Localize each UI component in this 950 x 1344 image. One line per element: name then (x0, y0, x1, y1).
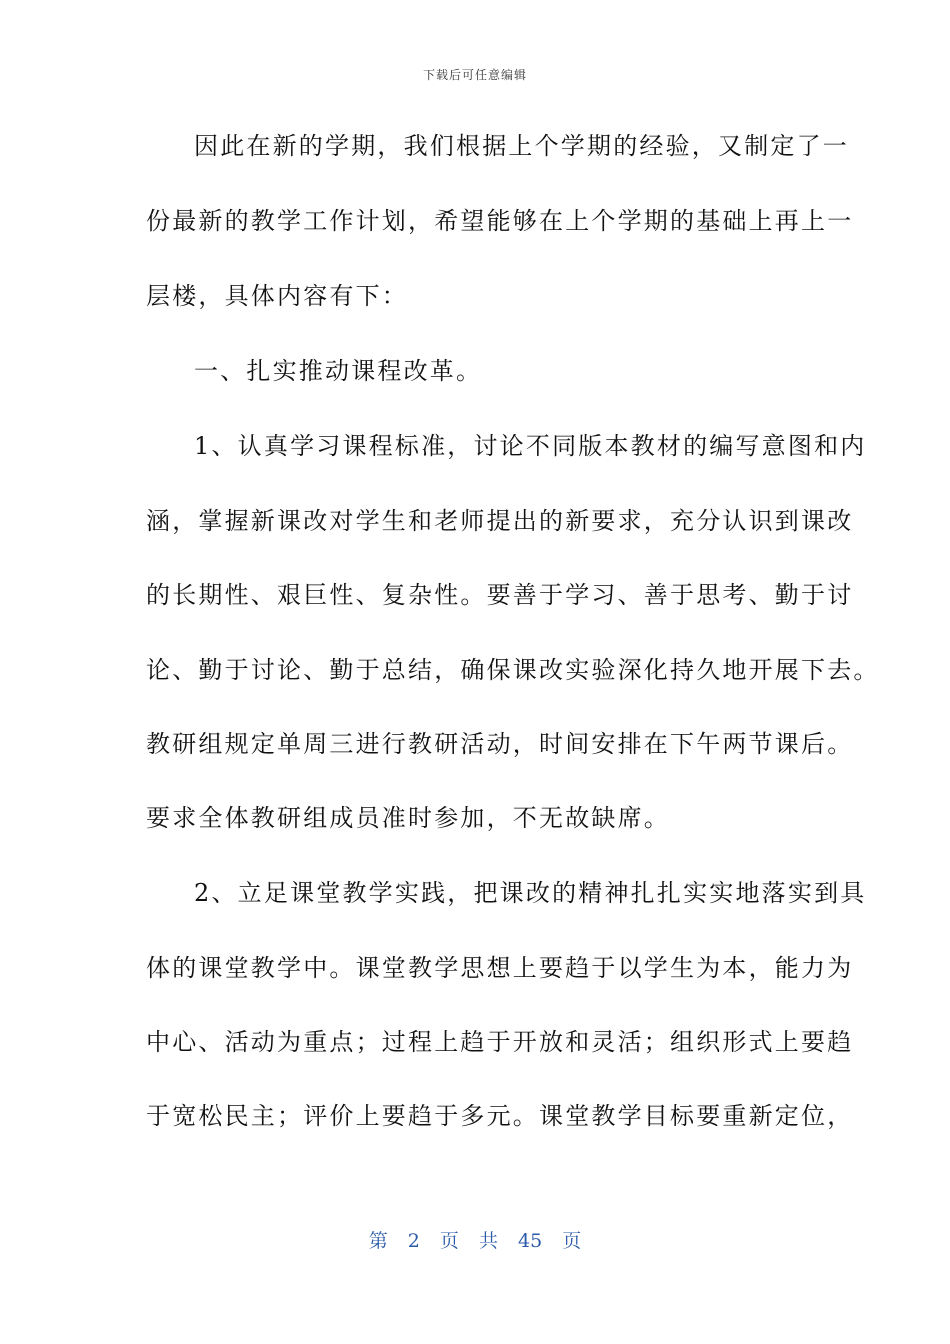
body-line: 份最新的教学工作计划，希望能够在上个学期的基础上再上一 (146, 207, 854, 235)
body-line: 于宽松民主；评价上要趋于多元。课堂教学目标要重新定位， (146, 1102, 854, 1130)
body-line: 的长期性、艰巨性、复杂性。要善于学习、善于思考、勤于讨 (146, 581, 854, 609)
body-line: 要求全体教研组成员准时参加，不无故缺席。 (146, 804, 670, 832)
page-footer (0, 1226, 950, 1253)
body-line: 因此在新的学期，我们根据上个学期的经验，又制定了一 (194, 132, 849, 160)
body-line: 中心、活动为重点；过程上趋于开放和灵活；组织形式上要趋 (146, 1028, 854, 1056)
body-line: 2、立足课堂教学实践，把课改的精神扎扎实实地落实到具 (194, 879, 867, 907)
body-line: 层楼，具体内容有下： (146, 282, 408, 310)
page-header-note: 下载后可任意编辑 (422, 68, 527, 82)
footer-ye2: 页 (562, 1230, 582, 1252)
body-line: 涵，掌握新课改对学生和老师提出的新要求，充分认识到课改 (146, 507, 854, 535)
total-pages: 45 (518, 1230, 543, 1252)
section-heading: 一、扎实推动课程改革。 (194, 357, 483, 385)
footer-di: 第 (368, 1230, 388, 1252)
footer-ye: 页 (439, 1230, 459, 1252)
body-line: 1、认真学习课程标准，讨论不同版本教材的编写意图和内 (194, 432, 867, 460)
body-line: 体的课堂教学中。课堂教学思想上要趋于以学生为本，能力为 (146, 954, 854, 982)
footer-gong: 共 (478, 1230, 498, 1252)
page-number: 2 (407, 1230, 420, 1252)
body-line: 论、勤于讨论、勤于总结，确保课改实验深化持久地开展下去。 (146, 656, 880, 684)
body-line: 教研组规定单周三进行教研活动，时间安排在下午两节课后。 (146, 730, 854, 758)
